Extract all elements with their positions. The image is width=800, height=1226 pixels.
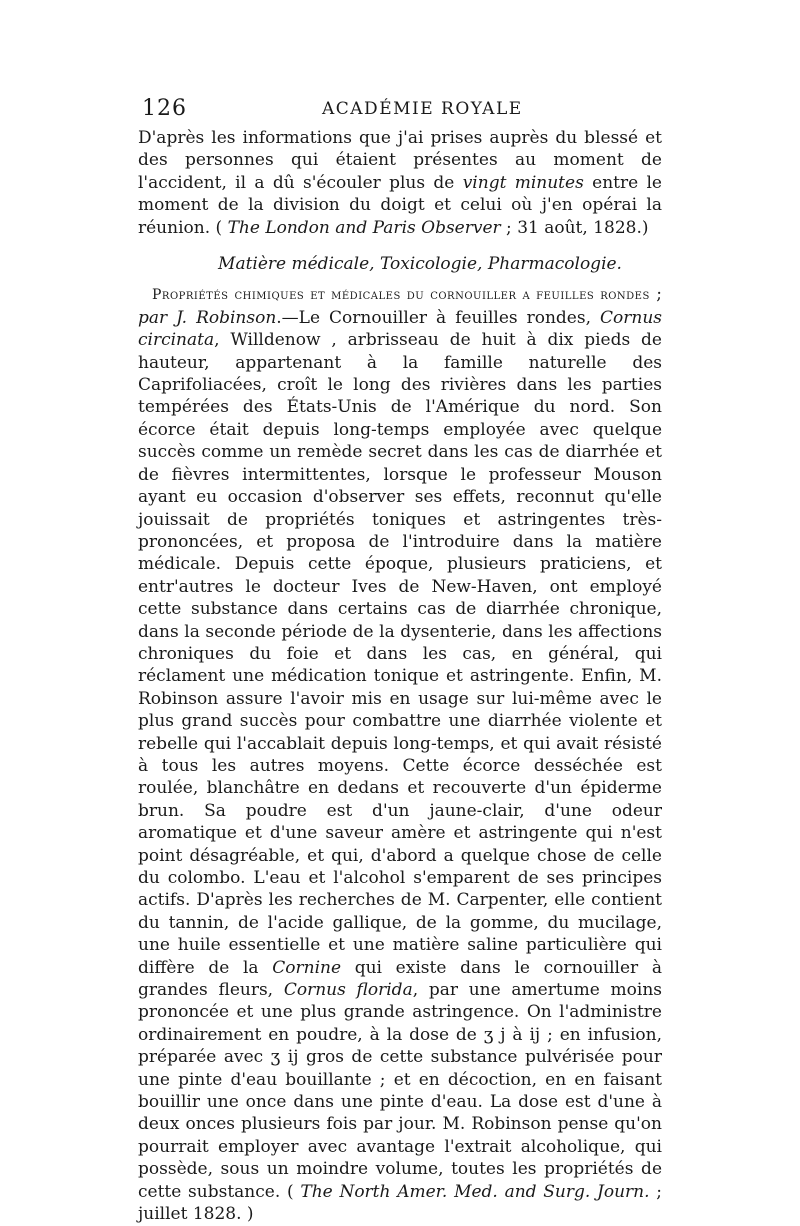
article-paragraph (138, 283, 662, 1225)
italic-run: vingt minutes (462, 172, 584, 193)
source-citation: The London and Paris Observer (227, 217, 501, 238)
article-author: par J. Robinson (138, 307, 277, 328)
text-run: .—Le Cornouiller à feuilles rondes, (276, 307, 601, 328)
text-run: ; (649, 284, 662, 305)
text-run: entre le moment de la division du doigt et celui où j'en opérai la réunion. ( (138, 172, 662, 238)
text-run: , Willdenow , arbrisseau de huit à dix pieds de hauteur, appartenant à la famille naturelle des Caprifoliacées, croît le long des rivières dans les parties tempérées des États-Unis de l'Amérique du nord. Son écorce était depuis long-temps employée avec quelque succès comme un remède secret dans les cas de diarrhée et de fièvres intermittentes, lorsque le professeur Mouson ayant eu occasion d'observer ses effets, reconnut qu'elle jouissait de propriétés toniques et astringentes très-prononcées, et proposa de l'introduire dans la matière médicale. Depuis cette époque, plusieurs praticiens, et entr'autres le docteur Ives de New-Haven, ont employé cette substance dans certains cas de diarrhée chronique, dans la seconde période de la dysenterie, dans les affections chroniques du foie et dans les cas, en général, qui réclament une médication tonique et astringente. Enfin, M. Robinson assure l'avoir mis en usage sur lui-même avec le plus grand succès pour combattre une diarrhée violente et rebelle qui l'accablait depuis long-temps, et qui avait résisté à tous les autres moyens. Cette écorce desséchée est roulée, blanchâtre en dedans et recouverte d'un épiderme brun. Sa poudre est d'un jaune-clair, d'une odeur aromatique et d'une saveur amère et astringente qui n'est point désagréable, et qui, d'abord a quelque chose de celle du colombo. L'eau et l'alcohol s'emparent de ses principes actifs. D'après les recherches de M. Carpenter, elle contient du tannin, de l'acide gallique, de la gomme, du mucilage, une huile essentielle et une matière saline particulière qui diffère de la (138, 330, 662, 978)
species-name: Cornus circinata (138, 307, 663, 351)
section-heading: Matière médicale, Toxicologie, Pharmacologie. (218, 254, 622, 275)
page-body (138, 127, 662, 1226)
text-run: ; 31 août, 1828.) (500, 217, 649, 238)
italic-run: Cornine (272, 957, 342, 978)
text-run: , par une amertume moins prononcée et une plus grande astringence. On l'administre ordinairement en poudre, à la dose de ʒ j à ij ; en infusion, préparée avec ʒ ij gros de cette substance pulvérisée pour une pinte d'eau bouillante ; et en décoction, en en faisant bouillir une once dans une pinte d'eau. La dose est d'une à deux onces plusieurs fois par jour. M. Robinson pense qu'on pourrait employer avec avantage l'extrait alcoholique, qui possède, sous un moindre volume, toutes les propriétés de cette substance. ( (138, 980, 662, 1202)
continuation-paragraph (138, 127, 662, 239)
text-run: D'après les informations que j'ai prises auprès du blessé et des personnes qui étaient présentes au moment de l'accident, il a dû s'écouler plus de (138, 128, 662, 193)
page-number: 126 (142, 96, 187, 121)
source-citation: The North Amer. Med. and Surg. Journ. (300, 1181, 650, 1202)
text-run: qui existe dans le cornouiller à grandes fleurs, (138, 957, 662, 1001)
running-head: ACADÉMIE ROYALE (322, 99, 523, 119)
page-header (142, 96, 662, 126)
species-name: Cornus florida (283, 980, 413, 1001)
text-run: ; juillet 1828. ) (138, 1181, 662, 1225)
article-title: Propriétés chimiques et médicales du cornouiller a feuilles rondes (152, 287, 650, 304)
